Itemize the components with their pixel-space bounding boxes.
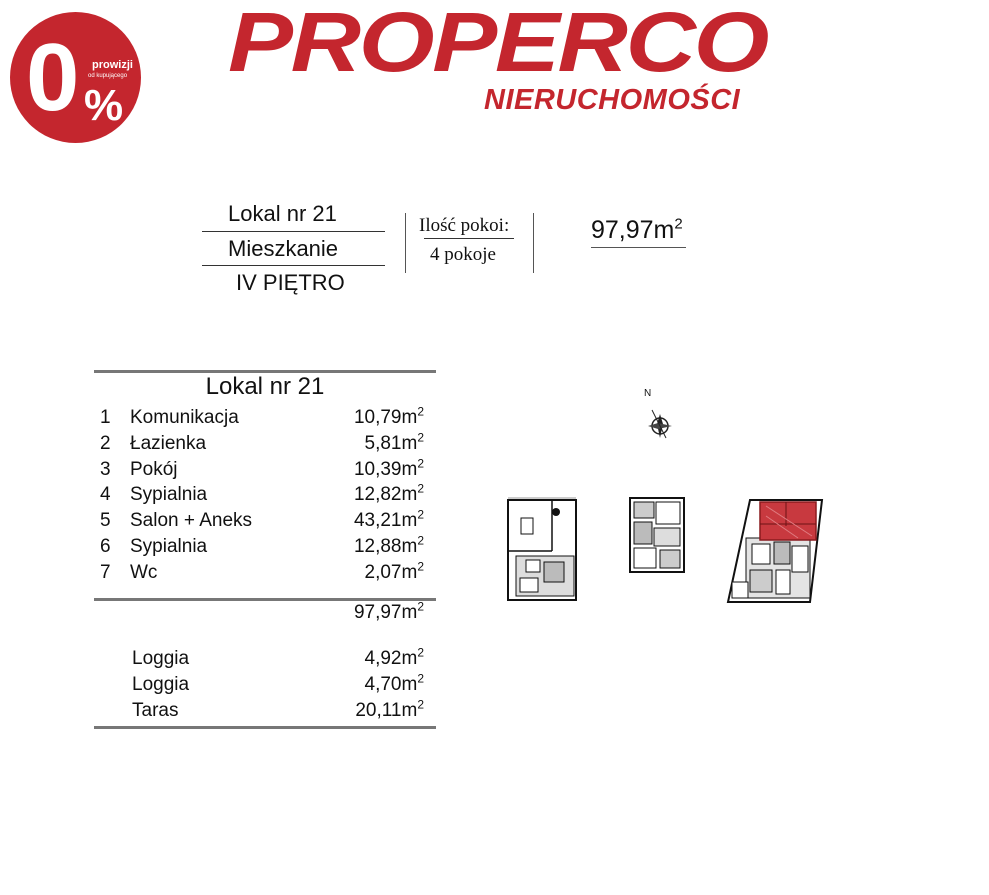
room-number: 4	[100, 484, 111, 506]
room-number: 1	[100, 407, 111, 428]
table-row	[100, 560, 436, 586]
floor-plan-building-2	[626, 496, 688, 574]
room-number: 6	[100, 536, 111, 557]
extra-name: Loggia	[132, 673, 190, 695]
table-row	[132, 698, 436, 724]
table-row	[100, 457, 436, 483]
highlighted-unit	[760, 502, 816, 540]
table-row	[100, 508, 436, 534]
header-floor: IV PIĘTRO	[236, 270, 345, 295]
floor-plan-building-3	[726, 496, 830, 604]
table-title: Lokal nr 21	[205, 373, 325, 400]
logo-subtitle: NIERUCHOMOŚCI	[484, 84, 741, 116]
properco-logo: PROPERCO	[228, 0, 768, 89]
extra-area: $4,92m^2$	[364, 645, 424, 669]
room-name: Wc	[130, 561, 158, 583]
room-number: 5	[100, 510, 111, 532]
badge-zero: 0	[26, 24, 76, 131]
total-area: $97,97m^2$	[591, 215, 683, 244]
room-area: $12,88m^2$	[353, 533, 424, 557]
extra-name: Loggia	[132, 648, 190, 669]
header-type: Mieszkanie	[228, 236, 339, 261]
table-row	[100, 534, 436, 560]
table-row	[132, 646, 436, 672]
room-area: $10,79m^2$	[353, 404, 424, 428]
table-row	[132, 672, 436, 698]
rooms-value: 4 pokoje	[430, 244, 496, 265]
room-number: 3	[100, 458, 111, 480]
divider	[405, 213, 406, 273]
room-name: Sypialnia	[130, 484, 208, 506]
room-number: 2	[100, 432, 111, 454]
room-area: $43,21m^2$	[353, 507, 424, 532]
rooms-label: Ilość pokoi:	[419, 215, 510, 236]
badge-percent: %	[84, 81, 124, 130]
room-area: $5,81m^2$	[364, 430, 424, 454]
divider	[202, 265, 385, 266]
zero-commission-badge	[10, 12, 141, 143]
table-bottom-rule	[94, 726, 436, 729]
divider	[591, 247, 686, 248]
room-area: $2,07m^2$	[364, 559, 424, 583]
floor-plan-building-1	[506, 496, 578, 602]
room-area: $12,82m^2$	[353, 482, 424, 506]
table-sum-row: $97,97m^2$	[353, 599, 424, 623]
sum-area: 97,97m	[353, 602, 418, 623]
room-name: Pokój	[130, 458, 178, 480]
table-row	[100, 482, 436, 508]
compass-label: N	[644, 388, 652, 399]
badge-text-od-kupujacego: od kupującego	[88, 73, 128, 79]
room-name: Łazienka	[130, 432, 207, 454]
extra-area: $20,11m^2$	[355, 697, 424, 721]
divider	[424, 238, 514, 239]
extra-name: Taras	[132, 699, 179, 721]
room-number: 7	[100, 561, 111, 583]
room-name: Komunikacja	[130, 407, 239, 428]
room-name: Sypialnia	[130, 536, 208, 557]
badge-text-prowizji: prowizji	[92, 59, 133, 71]
compass	[640, 388, 680, 440]
extra-area: $4,70m^2$	[364, 671, 424, 695]
divider	[202, 231, 385, 232]
divider	[533, 213, 534, 273]
table-row	[100, 431, 436, 457]
table-row	[100, 405, 436, 431]
room-area: $10,39m^2$	[353, 456, 424, 480]
room-name: Salon + Aneks	[130, 510, 253, 532]
header-unit: Lokal nr 21	[228, 201, 337, 226]
